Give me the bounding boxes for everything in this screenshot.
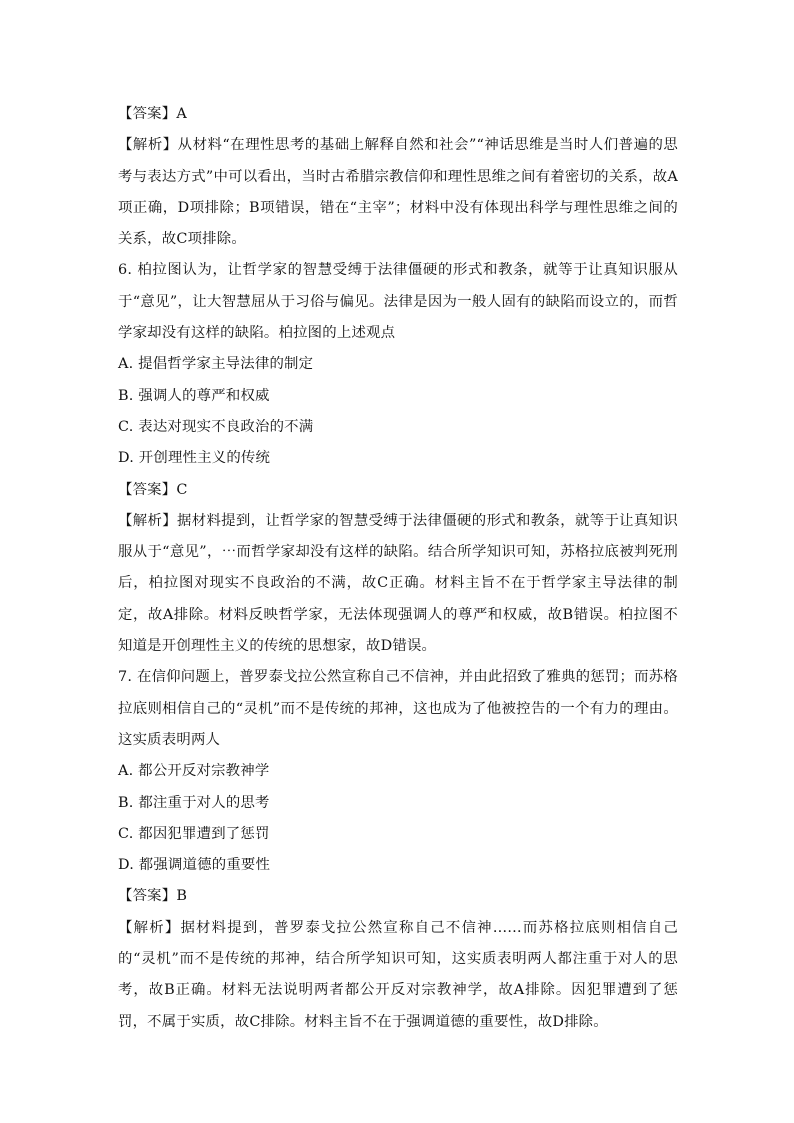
q7-option-b: B. 都注重于对人的思考: [118, 794, 270, 811]
q6-option-a: A. 提倡哲学家主导法律的制定: [118, 356, 314, 373]
answer-q5: 【答案】A: [118, 106, 187, 122]
q6-option-c: C. 表达对现实不良政治的不满: [118, 418, 314, 435]
answer-q6: 【答案】C: [118, 481, 188, 498]
question-6: 6. 柏拉图认为，让哲学家的智慧受缚于法律僵硬的形式和教条，就等于让真知识服从于“意见”，让大智慧屈从于习俗与偏见。法律是因为一般人固有的缺陷而设立的，而哲学家却没有这样的缺陷。柏拉图的上述观点: [118, 262, 678, 342]
analysis-q6: 【解析】据材料提到，让哲学家的智慧受缚于法律僵硬的形式和教条，就等于让真知识服从于“意见”，⋯而哲学家却没有这样的缺陷。结合所学知识可知，苏格拉底被判死刑后，柏拉图对现实不良政治的不满，故C正确。材料主旨不在于哲学家主导法律的制定，故A排除。材料反映哲学家，无法体现强调人的尊严和权威，故B错误。柏拉图不知道是开创理性主义的传统的思想家，故D错误。: [118, 512, 678, 655]
question-7: 7. 在信仰问题上，普罗泰戈拉公然宣称自己不信神，并由此招致了雅典的惩罚；而苏格拉底则相信自己的“灵机”而不是传统的邦神，这也成为了他被控告的一个有力的理由。这实质表明两人: [118, 669, 678, 748]
analysis-q5: 【解析】从材料“在理性思考的基础上解释自然和社会”“神话思维是当时人们普遍的思考与表达方式”中可以看出，当时古希腊宗教信仰和理性思维之间有着密切的关系，故A项正确，D项排除；B项错误，错在“主宰”；材料中没有体现出科学与理性思维之间的关系，故C项排除。: [118, 137, 678, 248]
document-content: [118, 99, 678, 1038]
q7-option-d: D. 都强调道德的重要性: [118, 857, 271, 874]
q6-option-b: B. 强调人的尊严和权威: [118, 387, 270, 404]
q7-option-c: C. 都因犯罪遭到了惩罚: [118, 825, 270, 842]
q6-option-d: D. 开创理性主义的传统: [118, 450, 271, 467]
analysis-q7: 【解析】据材料提到，普罗泰戈拉公然宣称自己不信神……而苏格拉底则相信自己的“灵机”而不是传统的邦神，结合所学知识可知，这实质表明两人都注重于对人的思考，故B正确。材料无法说明两者都公开反对宗教神学，故A排除。因犯罪遭到了惩罚，不属于实质，故C排除。材料主旨不在于强调道德的重要性，故D排除。: [118, 919, 678, 1030]
answer-q7: 【答案】B: [118, 888, 188, 905]
q7-option-a: A. 都公开反对宗教神学: [118, 763, 270, 780]
